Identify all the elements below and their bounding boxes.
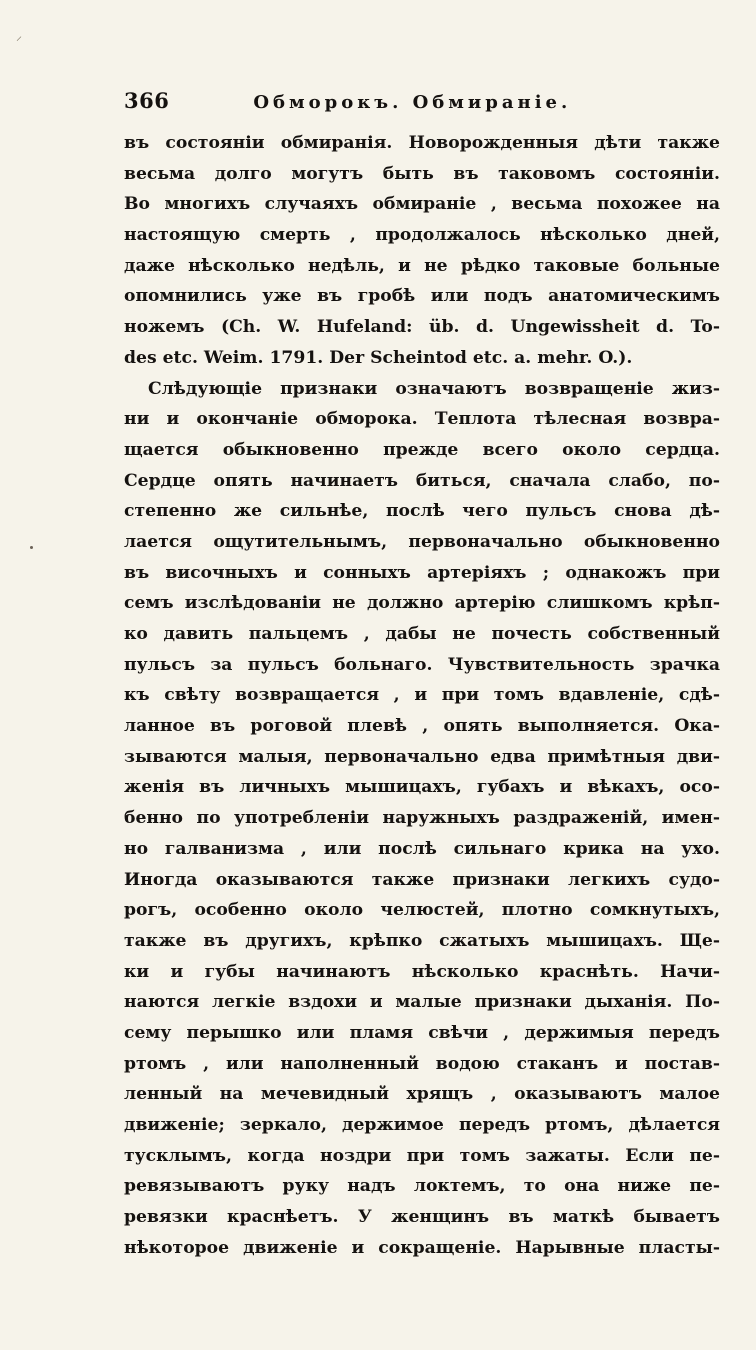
text-line: движеніе; зеркало, держимое передъ ртомъ, дѣлается (124, 1115, 720, 1135)
text-line: но галванизма , или послѣ сильнаго крика на ухо. (124, 838, 720, 859)
text-line: даже нѣсколько недѣль, и не рѣдко таковые больные (124, 255, 720, 276)
text-line: опомнились уже въ гробѣ или подъ анатомическимъ (124, 286, 720, 307)
text-line: Иногда оказываются также признаки легкихъ судо- (124, 869, 720, 890)
text-line: женія въ личныхъ мышицахъ, губахъ и вѣкахъ, осо- (124, 777, 720, 798)
text-line: ланное въ роговой плевѣ , опять выполняется. Ока- (124, 716, 720, 737)
text-line: ки и губы начинаютъ нѣсколько краснѣть. Начи- (124, 961, 720, 982)
margin-mark (30, 546, 33, 549)
page-number: 366 (124, 88, 170, 113)
page-header (124, 88, 704, 120)
text-line: также въ другихъ, крѣпко сжатыхъ мышицахъ. Ще- (124, 930, 720, 951)
text-line: степенно же сильнѣе, послѣ чего пульсъ снова дѣ- (124, 501, 720, 522)
text-line: ртомъ , или наполненный водою стаканъ и постав- (124, 1053, 720, 1074)
text-line: рогъ, особенно около челюстей, плотно сомкнутыхъ, (124, 900, 720, 921)
text-line: ленный на мечевидный хрящъ , оказываютъ малое (124, 1084, 720, 1105)
text-line: щается обыкновенно прежде всего около сердца. (124, 439, 720, 460)
text-line: ножемъ (Ch. W. Hufeland: üb. d. Ungewissheit d. To- (124, 317, 720, 338)
text-line: нѣкоторое движеніе и сокращеніе. Нарывные пласты- (124, 1237, 720, 1258)
text-line: ревязки краснѣетъ. У женщинъ въ маткѣ бываетъ (124, 1207, 720, 1228)
text-line: бенно по употребленіи наружныхъ раздраженій, имен- (124, 808, 720, 829)
text-line: Во многихъ случаяхъ обмираніе , весьма похожее на (124, 194, 720, 215)
text-line: des etc. Weim. 1791. Der Scheintod etc. a. mehr. O.). (124, 347, 633, 368)
corner-mark: ⸍ (16, 34, 23, 48)
text-line: ко давить пальцемъ , дабы не почесть собственный (124, 624, 720, 644)
text-line: Сердце опять начинаетъ биться, сначала слабо, по- (124, 470, 720, 491)
text-line: настоящую смерть , продолжалось нѣсколько дней, (124, 225, 720, 246)
text-line: въ состояніи обмиранія. Новорожденныя дѣти также (124, 133, 720, 153)
text-line: тусклымъ, когда ноздри при томъ зажаты. Если пе- (124, 1145, 720, 1166)
text-line: въ височныхъ и сонныхъ артеріяхъ ; однакожъ при (124, 562, 720, 583)
text-line: Слѣдующіе признаки означаютъ возвращеніе жиз- (148, 378, 720, 399)
text-line: ни и окончаніе обморока. Теплота тѣлесная возвра- (124, 409, 720, 430)
text-line: лается ощутительнымъ, первоначально обыкновенно (124, 531, 720, 552)
text-line: наются легкіе вздохи и малые признаки дыханія. По- (124, 992, 720, 1013)
text-line: семъ изслѣдованіи не должно артерію слишкомъ крѣп- (124, 593, 720, 614)
body-text (124, 128, 720, 1263)
text-line: къ свѣту возвращается , и при томъ вдавленіе, сдѣ- (124, 685, 720, 706)
text-line: ревязываютъ руку надъ локтемъ, то она ниже пе- (124, 1176, 720, 1197)
text-line: сему перышко или пламя свѣчи , держимыя передъ (124, 1022, 720, 1043)
text-line: пульсъ за пульсъ больнаго. Чувствительность зрачка (124, 654, 720, 675)
text-line: зываются малыя, первоначально едва примѣтныя дви- (124, 746, 720, 767)
running-head: Обморокъ. Обмираніе. (253, 92, 572, 113)
text-line: весьма долго могутъ быть въ таковомъ состояніи. (124, 163, 720, 184)
